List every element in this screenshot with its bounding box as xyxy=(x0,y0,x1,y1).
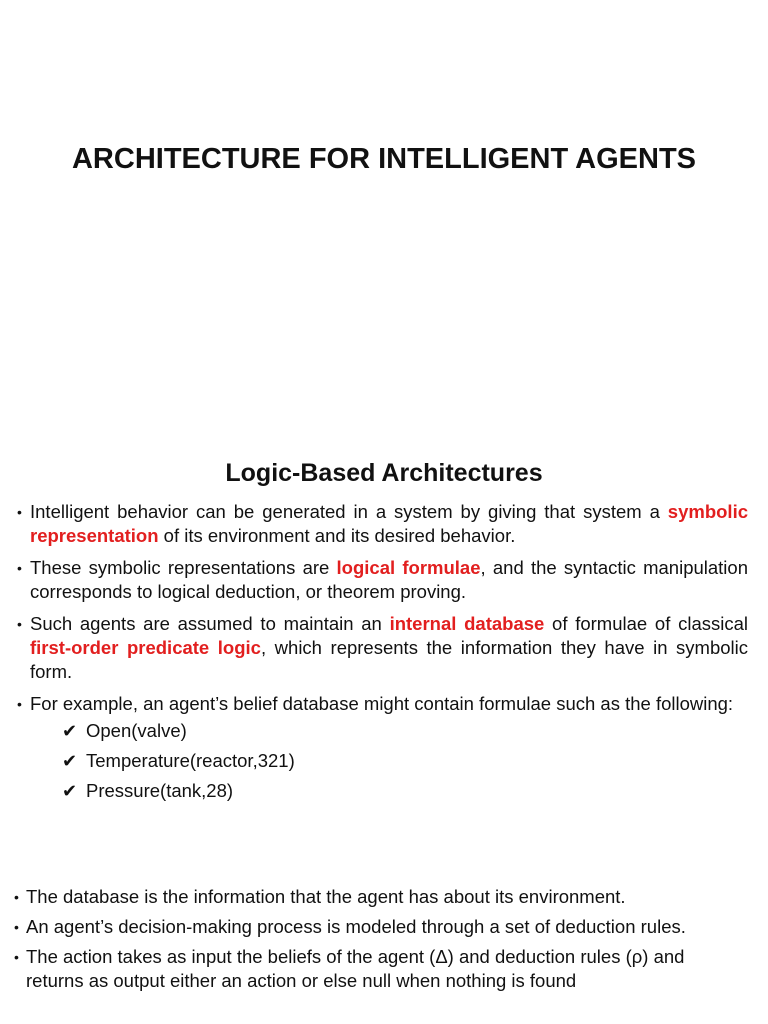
formula-text: Open(valve) xyxy=(86,720,187,741)
formula-item xyxy=(62,716,748,746)
bullet-text: An agent’s decision-making process is modeled through a set of deduction rules. xyxy=(26,916,686,937)
bullet-text: These symbolic representations are xyxy=(30,557,337,578)
bullet-text: of formulae of classical xyxy=(544,613,748,634)
bullet-list xyxy=(0,500,768,814)
formula-item xyxy=(62,746,748,776)
formula-text: Temperature(reactor,321) xyxy=(86,750,295,771)
list-item xyxy=(0,915,768,939)
bullet-text: of its environment and its desired behavior. xyxy=(158,525,516,546)
database-slide xyxy=(0,860,768,1024)
bullet-icon: • xyxy=(17,616,22,632)
list-item xyxy=(0,612,768,684)
highlight-term: first-order predicate logic xyxy=(30,637,261,658)
slide-title: ARCHITECTURE FOR INTELLIGENT AGENTS xyxy=(71,143,697,175)
formula-item xyxy=(62,776,748,806)
list-item xyxy=(0,692,768,806)
bullet-text: Such agents are assumed to maintain an xyxy=(30,613,390,634)
formula-text: Pressure(tank,28) xyxy=(86,780,234,801)
checkmark-icon: ✔ xyxy=(62,751,78,771)
bullet-text: , which represents the information they have in symbolic form. xyxy=(30,637,749,682)
logic-based-slide xyxy=(0,440,768,860)
bullet-icon: • xyxy=(17,560,22,576)
highlight-term: internal database xyxy=(389,613,545,634)
bullet-icon: • xyxy=(17,696,22,712)
bullet-icon: • xyxy=(14,919,19,935)
checkmark-icon: ✔ xyxy=(62,721,78,741)
list-item xyxy=(0,556,768,604)
list-item xyxy=(0,885,768,909)
formula-list xyxy=(30,716,748,806)
bullet-icon: • xyxy=(14,949,19,965)
bullet-text: The database is the information that the agent has about its environment. xyxy=(26,886,626,907)
bullet-text: For example, an agent’s belief database might contain formulae such as the following: xyxy=(30,693,734,714)
bullet-text: , and the syntactic manipulation corresponds to logical deduction, or theorem proving. xyxy=(30,557,748,602)
highlight-term: symbolic representation xyxy=(30,501,748,546)
bullet-text: The action takes as input the beliefs of the agent (Δ) and deduction rules (ρ) and returns as output either an action or else null when nothing is found xyxy=(26,946,685,991)
bullet-icon: • xyxy=(14,889,19,905)
bullet-text: Intelligent behavior can be generated in a system by giving that system a xyxy=(30,501,668,522)
bullet-list xyxy=(0,885,768,999)
list-item xyxy=(0,500,768,548)
list-item xyxy=(0,945,768,993)
checkmark-icon: ✔ xyxy=(62,781,78,801)
bullet-icon: • xyxy=(17,504,22,520)
slide-heading: Logic-Based Architectures xyxy=(225,459,543,487)
highlight-term: logical formulae xyxy=(336,557,481,578)
title-slide xyxy=(0,0,768,440)
